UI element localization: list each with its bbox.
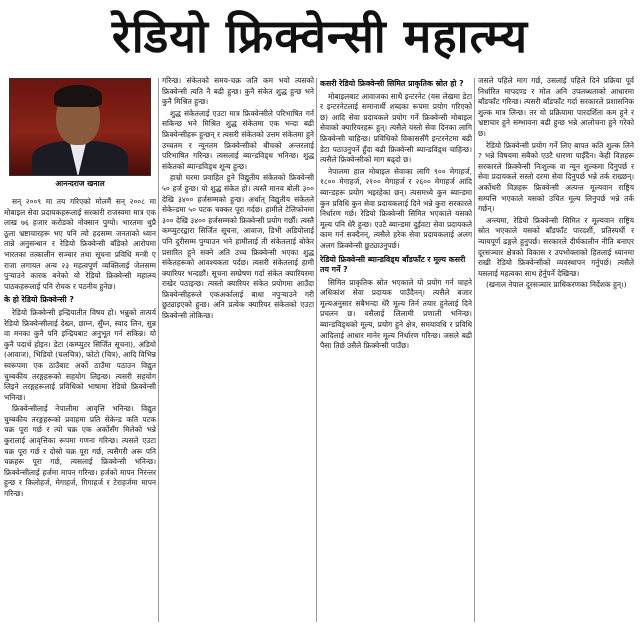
section-heading: रेडियो फ्रिक्वेन्सी ब्यान्डविड्थ बाँडफाँट र मूल्य कसरी तय गर्ने ? [320, 254, 466, 275]
article-column-3 [320, 76, 472, 624]
section-heading: कसरी रेडियो फ्रिक्वेन्सी सिमित प्राकृतिक स्रोत हो ? [320, 79, 464, 88]
body-paragraph: गरिन्छ। संकेतको समय-चक्र जति कम भयो त्यसको फ्रिक्वेन्सी त्यति नै बढी हुन्छ। कुनै संकेत शुद्ध हुन्छ भने कुनै मिश्रित हुन्छ। [162, 76, 314, 107]
page-headline: रेडियो फ्रिक्वेन्सी महात्म्य [111, 9, 529, 63]
body-paragraph: रेडियो फ्रिक्वेन्सी इन्द्रियातीत विषय हो। भन्नुको तात्पर्य रेडियो फ्रिक्वेन्सीलाई देख्न, छाम्न, सुँघ्न, स्वाद लिन, सुन्न वा मनका कुनै पनि इन्द्रियबाट अनुभूत गर्न सकिन्न। यो कुनै पदार्थ होइन। डेटा (कम्प्युटर सिर्जित सूचना), अडियो (आवाज), भिडियो (चलचित्र), फोटो (चित्र), आदि विभिन्न स्वरूपमा एक ठाउँबाट अर्को ठाउँमा पठाउन विद्युत चुम्बकीय तरङ्गहरूको सहयोग लिइन्छ। त्यसरी सहयोग लिइने तरङ्गहरूलाई प्रविधिको भाषामा रेडियो फ्रिक्वेन्सी भनिन्छ। [4, 307, 156, 402]
author-caption: आनन्दराज खनाल [55, 179, 105, 188]
column-divider [474, 78, 475, 622]
body-paragraph: हाम्रो घरमा प्रवाहित हुने विद्युतीय संकेतको फ्रिक्वेन्सी ५० हर्ज हुन्छ। यो शुद्ध संकेत हो। त्यस्तै मानव बोली ३०० देखि ३४०० हर्जसम्मको हुन्छ। अर्थात् विद्युतीय संकेतले सेकेन्डमा ५० पटक चक्कर पूरा गर्दछ। हामीले टेलिफोनमा ३०० देखि ३४०० हर्जसम्मको फ्रिक्वेन्सी प्रयोग गर्छौं। त्यस्तै कम्प्युटरद्वारा सिर्जित सूचना, आवाज, डिभी अडियोलाई पनि दुरीसम्म पुग्याउन भने हामीलाई ती संकेतलाई बोकेर प्रसारित हुने सक्ने अति उच्च फ्रिक्वेन्सी भएका शुद्ध संकेतहरूको आवश्यकता पर्दछ। त्यसरी संकेतलाई हामी क्यारियर भन्दछौं। सूचना सम्प्रेषण गर्दा संकेत क्यारियरमा राखेर पठाइन्छ। त्यस्तो क्यारियर संकेत प्रयोगमा आउँदा फ्रिक्वेन्सीहरूले एकअर्कालाई बाधा नपुऱ्याउने गरी छुट्याइएको हुन्छ। अनि प्रत्येक क्यारियर संकेतको एउटा फ्रिक्वेन्सी तोकिन्छ। [162, 173, 314, 321]
column-divider [158, 78, 159, 622]
section-heading: के हो रेडियो फ्रिक्वेन्सी ? [4, 295, 74, 305]
body-paragraph: फ्रिक्वेन्सीलाई नेपालीमा आवृत्ति भनिन्छ। विद्युत चुम्बकीय तरङ्गहरूको प्रवाहमा प्रति सेकेन्ड कति पटक चक्र पूरा गर्छ र त्यो चक्र एक अर्कोसँग मिलेको भन्ने कुरालाई आवृत्तिका रूपमा गणना गरिन्छ। त्यसले एउटा चक्र पूरा गर्छ र दोस्रो चक्र पूरा गर्छ, त्यसैगरी अरू पनि चक्रहरू पूरा गर्छ, त्यसलाई फ्रिक्वेन्सी भनिन्छ। फ्रिक्वेन्सीलाई हर्जमा मापन गरिन्छ। हर्जको मापन निरन्तर हुन्छ र किलोहर्ज, मेगाहर्ज, गिगाहर्ज र टेराहर्जमा मापन गरिन्छ। [4, 404, 156, 499]
article-column-4 [478, 76, 634, 624]
article-column-1 [4, 76, 156, 624]
article-column-2 [162, 76, 314, 624]
author-footer-note: (खनाल नेपाल दूरसञ्चार प्राधिकरणका निर्देशक हुन्।) [486, 280, 627, 290]
body-paragraph: शुद्ध संकेतलाई एउटा मात्र फ्रिक्वेन्सीले परिभाषित गर्न सकिन्छ भने मिश्रित शुद्ध संकेतमा एक भन्दा बढी फ्रिक्वेन्सीहरू हुन्छन् र त्यसरी संकेतको उत्तम संकेतमा हुने उच्चतम र न्यूनतम फ्रिक्वेन्सीको बीचको अन्तरलाई परिभाषित गरिन्छ। त्यसलाई ब्यान्डविड्थ भनिन्छ। शुद्ध संकेतको ब्यान्डविड्थ शून्य हुन्छ। [162, 108, 314, 171]
body-paragraph: मोबाइलबाट आवाजका साथै इन्टरनेट (यस लेखमा डेटा र इन्टरनेटलाई समानार्थी शब्दका रूपमा प्रयोग गरिएको छ) आदि सेवा प्रदायकले प्रयोग गर्ने फ्रिक्वेन्सी मोबाइल सेवाको क्यारियरहरू हुन्। त्यसैले यस्तो सेवा दिनका लागि फ्रिक्वेन्सी चाहिन्छ। प्रविधिको विकाससँगै इन्टरनेटमा बढी डेटा पठाउनुपर्ने हुँदा बढी फ्रिक्वेन्सी ब्यान्डविड्थ चाहिन्छ। त्यसैले फ्रिक्वेन्सीको माग बढ्दो छ। [320, 91, 472, 165]
intro-paragraph: सन् २००९ मा तय गरिएको मोलमैं सन् २००८ मा मोबाइल सेवा प्रदायकहरूलाई सरकारी राजस्वमा मात्र एक लाख ७६ हजार करोडको नोक्सान पुग्यो। भारतमा थुप्रै ठूला भ्रष्टाचारहरू भए पनि त्यो हदसम्म जनताको ध्यान तान्ने अनुसन्धान र रेडियो फ्रिक्वेन्सी बाँडेको आरोपमा भारतका तत्कालीन सञ्चार तथा सूचना प्रविधि मन्त्री ए राजा लगायत अन्य २३ महत्वपूर्ण व्यक्तिलाई जेलसम्म पुऱ्याउने कारक बनेको यो रेडियो फ्रिक्वेन्सी महात्म्य पाठकहरूलाई पनि रोचक र पठनीय हुनेछ। [4, 197, 156, 291]
body-paragraph: सिमित प्राकृतिक स्रोत भएकाले यो प्रयोग गर्न चाहने अधिकांश सेवा प्रदायक पाउँदैनन्। त्यसैले बजार मूल्यअनुसार सबैभन्दा धेरै मूल्य तिर्न तयार हुनेलाई दिने प्रचलन छ। यसैलाई लिलामी प्रणाली भनिन्छ। ब्यान्डविड्थको मूल्य, प्रयोग हुने क्षेत्र, समयावधि र प्रविधि आदिलाई आधार मानेर मूल्य निर्धारण गरिन्छ। जसले बढी पैसा तिर्छ उसैले फ्रिक्वेन्सी पाउँछ। [320, 277, 472, 351]
body-paragraph: जसले पहिले माग गर्छ, उसलाई पहिले दिने प्रक्रिया पूर्व निर्धारित मापदण्ड र मोल अनि उपलब्धताको आधारमा बाँडफाँट गरिन्छ। त्यसरी बाँडफाँट गर्दा सरकारले प्रशासनिक शुल्क मात्र लिन्छ। तर यो प्रक्रियामा पारदर्शिता कम हुने र भ्रष्टाचार हुने सम्भावना बढी हुन्छ भन्ने आलोचना हुने गरेको छ। [478, 76, 634, 138]
author-photo-hair [54, 85, 102, 107]
body-paragraph: अन्त्यमा, रेडियो फ्रिक्वेन्सी सिमित र मूल्यवान राष्ट्रिय स्रोत भएकाले यसको बाँडफाँट पारदर्शी, प्रतिस्पर्धी र न्यायपूर्ण ढङ्गले हुनुपर्छ। सरकारले दीर्घकालीन नीति बनाएर दूरसञ्चार क्षेत्रको विकास र उपभोक्ताको हितलाई ध्यानमा राखी रेडियो फ्रिक्वेन्सीको व्यवस्थापन गर्नुपर्छ। त्यसैले यसलाई महत्वका साथ हेर्नुपर्ने देखिन्छ। [478, 215, 634, 278]
author-photo [9, 78, 151, 176]
body-paragraph: रेडियो फ्रिक्वेन्सी प्रयोग गर्ने लिए बापत कति शुल्क लिने ? भन्ने विषयमा सबैको एउटै धारणा पाइँदैन। केही विज्ञहरू सरकारले फ्रिक्वेन्सी निःशुल्क वा न्यून शुल्कमा दिनुपर्छ र सेवा प्रदायकले सस्तो दरमा सेवा दिनुपर्छ भन्ने तर्क राख्छन्। अर्कोथरी विज्ञहरू फ्रिक्वेन्सी अत्यन्त मूल्यवान राष्ट्रिय सम्पत्ति भएकाले यसको उचित मूल्य लिनुपर्छ भन्ने तर्क गर्छन्। [478, 140, 634, 214]
body-paragraph: नेपालमा हाल मोबाइल सेवाका लागि ९०० मेगाहर्ज, १८०० मेगाहर्ज, २१०० मेगाहर्ज र २६०० मेगाहर्ज आदि ब्यान्डहरू प्रयोग भइरहेका छन्। त्यसमध्ये कुन ब्यान्डमा कुन प्रविधि कुन सेवा प्रदायकलाई दिने भन्ने कुरा सरकारले निर्धारण गर्छ। रेडियो फ्रिक्वेन्सी सिमित भएकाले यसको मूल्य पनि धेरै हुन्छ। एउटै ब्यान्डमा दुईवटा सेवा प्रदायकले काम गर्न सक्दैनन्, त्यसैले हरेक सेवा प्रदायकलाई अलग अलग फ्रिक्वेन्सी छुट्याउनुपर्छ। [320, 166, 472, 250]
column-divider [316, 78, 317, 622]
